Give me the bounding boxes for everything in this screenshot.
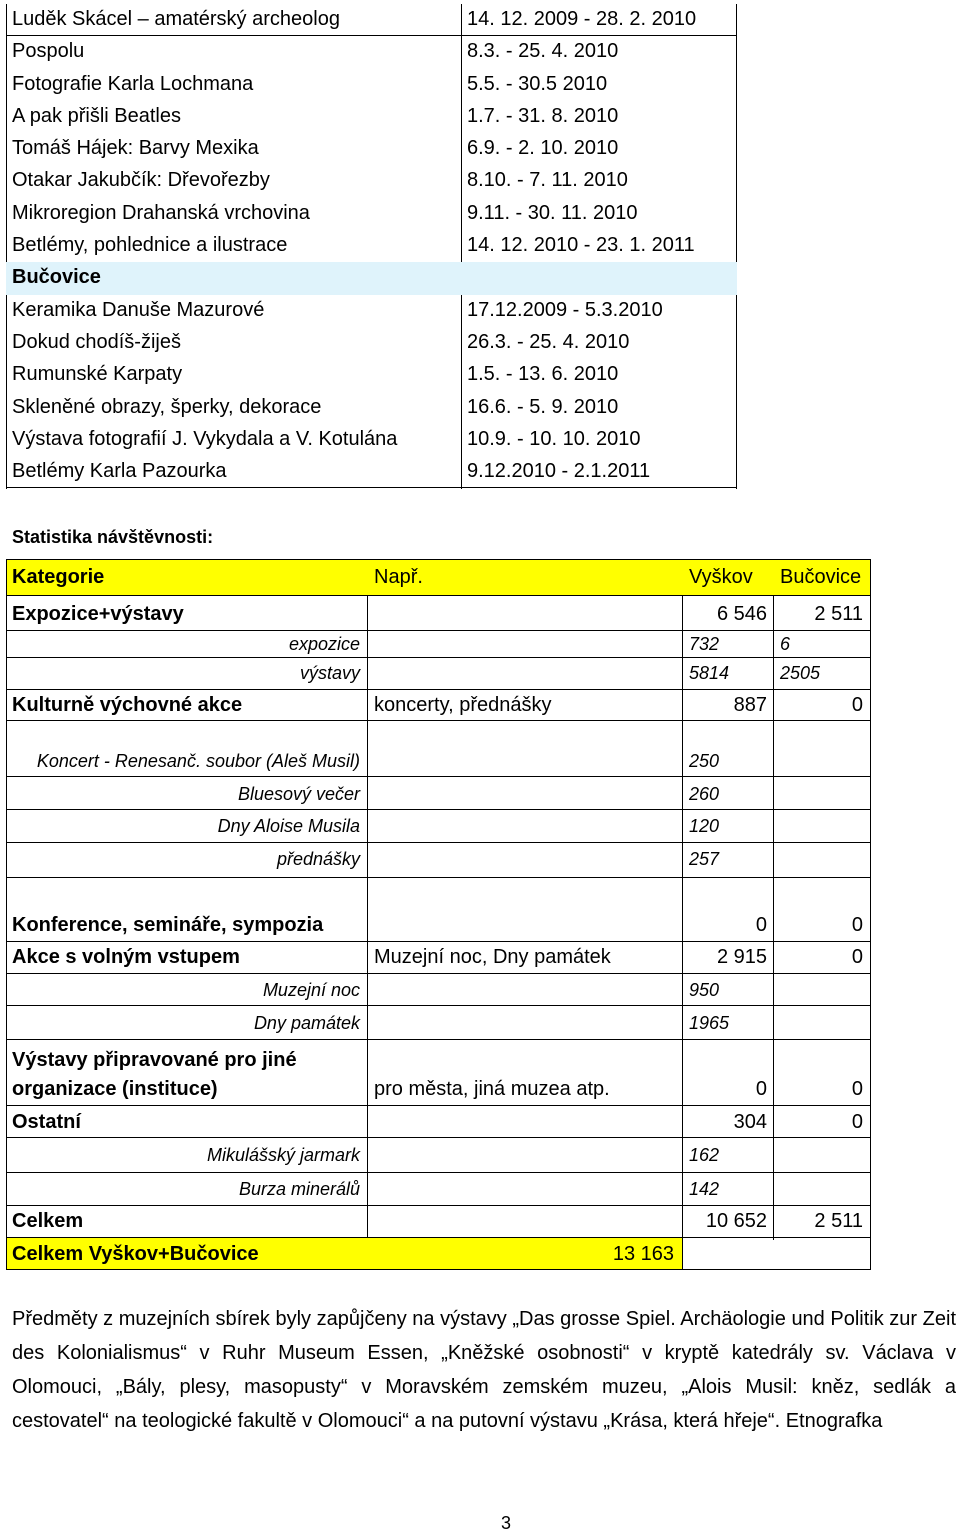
- row-label: Konference, semináře, sympozia: [12, 914, 324, 936]
- exhibition-name: Betlémy Karla Pazourka: [12, 460, 227, 483]
- exhibition-date: 17.12.2009 - 5.3.2010: [467, 298, 663, 321]
- value-vyskov: 162: [689, 1145, 720, 1165]
- row-label: Muzejní noc: [262, 980, 360, 1000]
- stats-title: Statistika návštěvnosti:: [12, 527, 214, 547]
- value-vyskov: 0: [755, 914, 767, 936]
- value-bucovice: 0: [851, 946, 863, 968]
- value-vyskov: 257: [689, 849, 720, 869]
- row-label: Koncert - Renesanč. soubor (Aleš Musil): [36, 751, 360, 771]
- exhibition-date: 9.11. - 30. 11. 2010: [467, 201, 638, 224]
- table-row: [6, 69, 737, 101]
- value-vyskov: 732: [689, 634, 720, 654]
- row-label: Expozice+výstavy: [12, 603, 184, 625]
- exhibition-name: Skleněné obrazy, šperky, dekorace: [12, 395, 322, 418]
- row-example: Muzejní noc, Dny památek: [374, 946, 611, 968]
- row-label: Ostatní: [12, 1111, 81, 1133]
- value-vyskov: 6 546: [716, 603, 767, 625]
- table-row: [6, 456, 737, 488]
- header-bucovice: Bučovice: [780, 566, 862, 588]
- value-vyskov: 250: [689, 751, 720, 771]
- value-vyskov: 950: [689, 980, 720, 1000]
- row-label: Kulturně výchovné akce: [12, 694, 243, 716]
- row-label: Dny Aloise Musila: [217, 816, 360, 836]
- exhibition-date: 10.9. - 10. 10. 2010: [467, 427, 641, 450]
- value-vyskov: 0: [755, 1078, 767, 1100]
- table-row: [6, 4, 737, 36]
- row-label: Dny památek: [253, 1013, 360, 1033]
- table-row: [6, 133, 737, 165]
- exhibitions-table: [6, 4, 737, 488]
- total-label: Celkem Vyškov+Bučovice: [12, 1243, 259, 1265]
- body-paragraph: Předměty z muzejních sbírek byly zapůjčeny na výstavy „Das grosse Spiel. Archäologie und Politik zur Zeit des Kolonialismus“ v Ruhr Museum Essen, „Kněžské osobnosti“ v kryptě katedrály sv. Václava v Olomouci, „Bály, plesy, masopusty“ v Moravském zemském muzeu, „Alois Musil: kněz, sedlák a cestovatel“ na teologické fakultě v Olomouci“ a na putovní výstavu „Krása, která hřeje“. Etnografka: [12, 1308, 956, 1432]
- value-bucovice: 6: [780, 634, 791, 654]
- table-row: [6, 295, 737, 327]
- row-label: výstavy: [299, 663, 360, 683]
- exhibition-date: 8.10. - 7. 11. 2010: [467, 169, 628, 192]
- table-row: [6, 165, 737, 197]
- exhibition-name: Keramika Danuše Mazurové: [12, 298, 265, 321]
- value-vyskov: 304: [733, 1111, 767, 1133]
- value-bucovice: 0: [851, 694, 863, 716]
- row-label: expozice: [288, 634, 360, 654]
- total-value: 13 163: [612, 1243, 674, 1265]
- value-vyskov: 142: [689, 1179, 720, 1199]
- header-napr: Např.: [374, 566, 423, 588]
- exhibition-date: 14. 12. 2009 - 28. 2. 2010: [467, 8, 697, 30]
- value-vyskov: 120: [689, 816, 720, 836]
- exhibition-date: 9.12.2010 - 2.1.2011: [467, 460, 651, 483]
- value-bucovice: 2 511: [814, 603, 863, 625]
- exhibition-date: 26.3. - 25. 4. 2010: [467, 330, 630, 353]
- exhibition-date: 6.9. - 2. 10. 2010: [467, 137, 619, 160]
- exhibition-name: Fotografie Karla Lochmana: [12, 72, 254, 95]
- exhibition-name: Tomáš Hájek: Barvy Mexika: [12, 137, 259, 160]
- value-bucovice: 2 511: [814, 1210, 863, 1232]
- table-row: [6, 392, 737, 424]
- row-label: Bluesový večer: [237, 784, 360, 804]
- row-label-line2: organizace (instituce): [12, 1078, 218, 1100]
- table-row: [6, 230, 737, 262]
- exhibition-name: Mikroregion Drahanská vrchovina: [12, 201, 310, 224]
- row-label: Mikulášský jarmark: [206, 1145, 360, 1165]
- exhibition-name: Pospolu: [12, 40, 85, 63]
- row-label-line1: Výstavy připravované pro jiné: [12, 1049, 297, 1071]
- table-row: [6, 198, 737, 230]
- value-bucovice: 0: [851, 914, 863, 936]
- header-vyskov: Vyškov: [689, 566, 753, 588]
- table-row: [6, 359, 737, 391]
- exhibition-name: Betlémy, pohlednice a ilustrace: [12, 234, 288, 257]
- value-vyskov: 10 652: [705, 1210, 767, 1232]
- header-kategorie: Kategorie: [12, 566, 105, 588]
- row-label: Burza minerálů: [238, 1179, 360, 1199]
- exhibition-date: 1.7. - 31. 8. 2010: [467, 104, 619, 127]
- row-label: přednášky: [276, 849, 360, 869]
- row-label: Akce s volným vstupem: [12, 946, 240, 968]
- value-vyskov: 1965: [689, 1013, 730, 1033]
- exhibition-name: Dokud chodíš-žiješ: [12, 330, 181, 353]
- row-example: pro města, jiná muzea atp.: [374, 1078, 610, 1100]
- exhibition-name: Otakar Jakubčík: Dřevořezby: [12, 169, 270, 192]
- exhibition-date: 14. 12. 2010 - 23. 1. 2011: [467, 234, 695, 257]
- row-example: koncerty, přednášky: [374, 694, 552, 716]
- exhibition-name: Výstava fotografií J. Vykydala a V. Kotulána: [12, 427, 398, 450]
- exhibition-date: 8.3. - 25. 4. 2010: [467, 40, 619, 63]
- page-number: 3: [501, 1513, 512, 1533]
- value-vyskov: 5814: [689, 663, 730, 683]
- value-vyskov: 887: [733, 694, 767, 716]
- value-bucovice: 0: [851, 1078, 863, 1100]
- exhibition-name: A pak přišli Beatles: [12, 104, 181, 127]
- row-label: Celkem: [12, 1210, 84, 1232]
- table-row-section: [6, 262, 737, 294]
- exhibition-date: 1.5. - 13. 6. 2010: [467, 363, 619, 386]
- exhibition-date: 5.5. - 30.5 2010: [467, 72, 608, 95]
- table-row: [6, 36, 737, 68]
- table-row: [6, 101, 737, 133]
- value-vyskov: 260: [689, 784, 720, 804]
- exhibition-date: 16.6. - 5. 9. 2010: [467, 395, 619, 418]
- value-bucovice: 2505: [780, 663, 821, 683]
- value-vyskov: 2 915: [716, 946, 767, 968]
- value-bucovice: 0: [851, 1111, 863, 1133]
- table-row: [6, 327, 737, 359]
- exhibition-name: Luděk Skácel – amatérský archeolog: [12, 8, 340, 30]
- exhibition-name: Rumunské Karpaty: [12, 363, 183, 386]
- table-row: [6, 424, 737, 456]
- section-heading: Bučovice: [12, 266, 101, 289]
